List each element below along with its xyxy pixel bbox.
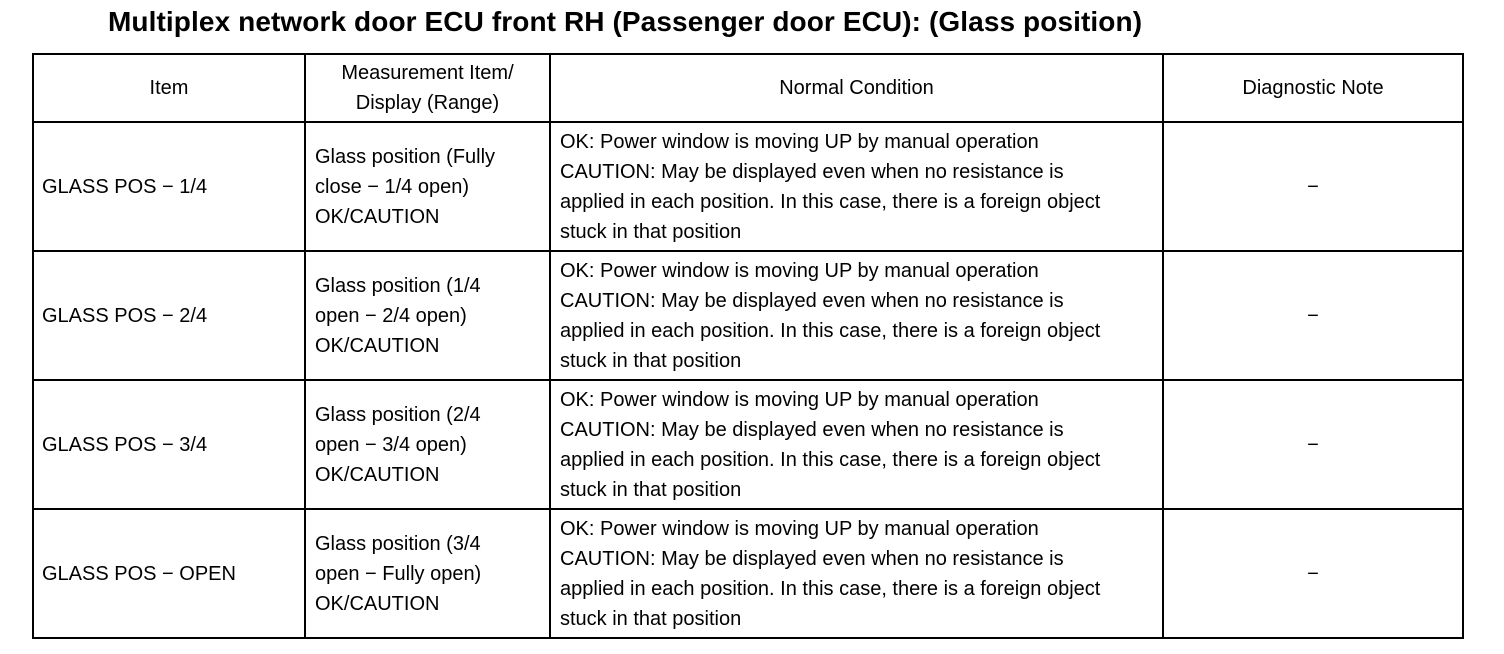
cell-normal-condition <box>550 509 1163 638</box>
header-measurement-line: Measurement Item/ <box>341 62 514 84</box>
cell-line: stuck in that position <box>560 349 742 372</box>
table-header-row <box>33 54 1463 122</box>
cell-line: Glass position (3/4 <box>315 532 481 555</box>
cell-line: open − Fully open) <box>315 562 482 585</box>
cell-line: applied in each position. In this case, there is a foreign object <box>560 448 1101 471</box>
cell-normal-condition <box>550 251 1163 380</box>
cell-line: CAUTION: May be displayed even when no resistance is <box>560 289 1064 312</box>
header-item: Item <box>33 54 305 122</box>
cell-diagnostic-note: − <box>1163 251 1463 380</box>
cell-measurement <box>305 122 550 251</box>
cell-normal-condition <box>550 122 1163 251</box>
cell-line: stuck in that position <box>560 220 742 243</box>
table-row <box>33 509 1463 638</box>
table-row <box>33 251 1463 380</box>
cell-line: OK/CAUTION <box>315 463 440 486</box>
cell-line: CAUTION: May be displayed even when no resistance is <box>560 418 1064 441</box>
cell-line: OK/CAUTION <box>315 334 440 357</box>
cell-line: OK: Power window is moving UP by manual operation <box>560 130 1039 153</box>
cell-line: open − 3/4 open) <box>315 433 467 456</box>
cell-item: GLASS POS − OPEN <box>33 509 305 638</box>
cell-measurement <box>305 251 550 380</box>
header-measurement-line: Display (Range) <box>355 92 500 114</box>
cell-item: GLASS POS − 2/4 <box>33 251 305 380</box>
cell-line: CAUTION: May be displayed even when no resistance is <box>560 547 1064 570</box>
cell-line: applied in each position. In this case, there is a foreign object <box>560 190 1101 213</box>
table-row <box>33 380 1463 509</box>
cell-line: open − 2/4 open) <box>315 304 467 327</box>
header-diagnostic-note: Diagnostic Note <box>1163 54 1463 122</box>
page-title: Multiplex network door ECU front RH (Passenger door ECU): (Glass position) <box>108 6 1143 37</box>
cell-item: GLASS POS − 1/4 <box>33 122 305 251</box>
cell-line: OK/CAUTION <box>315 205 440 228</box>
cell-line: OK: Power window is moving UP by manual operation <box>560 388 1039 411</box>
cell-diagnostic-note: − <box>1163 509 1463 638</box>
cell-line: applied in each position. In this case, there is a foreign object <box>560 319 1101 342</box>
cell-diagnostic-note: − <box>1163 380 1463 509</box>
cell-line: stuck in that position <box>560 478 742 501</box>
header-measurement <box>305 54 550 122</box>
cell-line: stuck in that position <box>560 607 742 630</box>
cell-diagnostic-note: − <box>1163 122 1463 251</box>
table-row <box>33 122 1463 251</box>
cell-line: applied in each position. In this case, there is a foreign object <box>560 577 1101 600</box>
data-table <box>32 53 1464 639</box>
cell-line: OK: Power window is moving UP by manual operation <box>560 517 1039 540</box>
cell-line: CAUTION: May be displayed even when no resistance is <box>560 160 1064 183</box>
cell-line: OK/CAUTION <box>315 592 440 615</box>
cell-line: Glass position (2/4 <box>315 403 481 426</box>
cell-line: close − 1/4 open) <box>315 175 469 198</box>
header-normal-condition: Normal Condition <box>550 54 1163 122</box>
cell-normal-condition <box>550 380 1163 509</box>
cell-line: Glass position (Fully <box>315 145 496 168</box>
cell-measurement <box>305 380 550 509</box>
cell-measurement <box>305 509 550 638</box>
cell-line: OK: Power window is moving UP by manual operation <box>560 259 1039 282</box>
cell-item: GLASS POS − 3/4 <box>33 380 305 509</box>
cell-line: Glass position (1/4 <box>315 274 481 297</box>
